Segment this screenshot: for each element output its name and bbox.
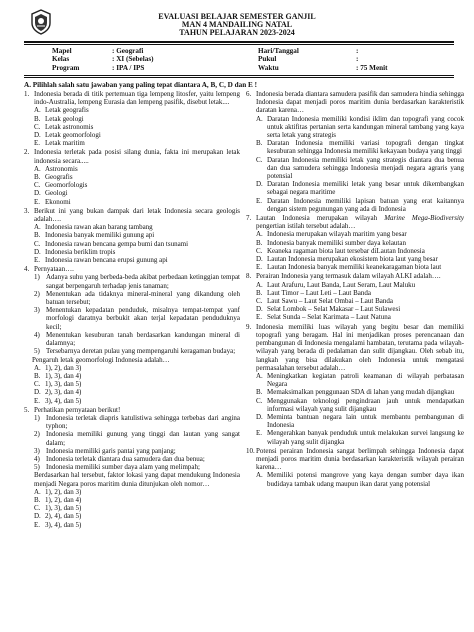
option-letter: E. [34,396,41,405]
option-letter: A. [34,106,41,115]
answer-option [34,223,240,231]
statement-item [34,273,240,289]
option-text: Astronomis [45,164,78,173]
option-text: Indonesia rawan bencana gempa bumi dan tsunami [45,239,189,248]
question-text: Indonesia berada diantara samudera pasifik dan samudera hindia sehingga Indonesia dapat menjadi poros maritim dunia berdasarkan karakteristik daratan karena… [256,90,464,115]
question-number: 10. [246,446,255,455]
option-letter: B. [34,231,41,240]
info-value: : [356,55,359,64]
header-divider-thin [24,44,454,45]
option-text: 1), 3), dan 5) [45,380,82,389]
statement-text: Indonesia terletak diapris katulistiwa sehingga terbebas dari angina typhon; [46,413,240,431]
option-text: Daratan Indonesia memiliki variasi topografi dengan tingkat kesuburan sehingga Indonesia memiliki kekayaan budaya yang tinggi [267,139,464,156]
option-letter: C. [256,155,263,164]
question-6 [246,90,464,213]
exam-info-right [258,47,388,72]
option-letter: D. [34,189,41,198]
option-text: Letak astronomis [45,122,94,131]
options [256,471,464,487]
question-number: 4. [24,265,30,274]
question-text: Indonesia memiliki luas wilayah yang begitu besar dan memiliki topografi yang beragam. Hal ini menjadikan proses perencanaan dan pembangunan di Indonesia mengalami hambatan, terutama pada wilayah-wilayah yang berada di pedalaman dan sulit dijangkau. Oleh sebab itu, langkah yang bisa dilakukan oleh Indonesia untuk mengatasi permasalahan tersebut adalah… [256,322,464,372]
info-label: Program [52,63,80,72]
answer-option [256,397,464,413]
question-text: Perhatikan pernyataan berikut! [34,405,121,414]
option-text: Ekonomi [45,197,71,206]
option-text: Lautan Indonesia banyak memiliki keanekaragaman biota laut [267,263,442,272]
option-letter: A. [34,164,41,173]
option-letter: B. [256,139,263,148]
option-letter: C. [34,239,41,248]
question-7 [246,214,464,271]
question-2 [24,148,240,205]
answer-option [34,256,240,264]
statement-number: 2) [34,430,40,439]
answer-option [256,197,464,213]
statement-text: Indonesia memiliki garis pantai yang panjang; [46,446,176,455]
option-text: Memaksimalkan penggunaan SDA di lahan yang mudah dijangkau [267,388,455,397]
answer-option [256,247,464,255]
option-text: Letak geomorfologi [45,131,101,140]
answer-option [34,131,240,139]
option-letter: C. [34,380,41,389]
option-text: 1), 2), dan 3) [45,487,82,496]
option-text: 1), 3), dan 4) [45,371,82,380]
option-letter: D. [34,247,41,256]
option-text: Meningkatkan kegiatan patroli keamanan di wilayah perbatasan Negara [267,371,464,389]
info-value: : [356,47,359,55]
question-text: Berikut ini yang bukan dampak dari letak Indonesia secara geologis adalah…. [34,206,240,224]
option-text: 2), 3), dan 4) [45,388,82,397]
option-letter: D. [34,388,41,397]
option-letter: B. [256,388,263,397]
option-text: Laut Timor – Laut Leti – Laut Banda [267,288,372,297]
option-text: Geologi [45,189,68,198]
question-text: Perairan Indonesia yang termasuk dalam wilayah ALKI adalah…. [256,272,441,281]
statement-item [34,430,240,446]
question-text-part: pengertian istilah tersebut adalah… [256,222,356,231]
statement-text: Indonesia memiliki sumber daya alam yang melimpah; [46,463,200,472]
info-label: Hari/Tanggal [258,47,299,55]
answer-option [34,397,240,405]
option-letter: C. [256,246,263,255]
question-tail: Berdasarkan hal tersebut, faktor lokasi yang dapat mendukung Indonesia menjadi Negara poros maritim dunia ditunjukan oleh nomor… [34,471,240,488]
answer-option [256,388,464,396]
question-text: Indonesia terletak pada posisi silang dunia, fakta ini merupakan letak indonesia secara..... [34,148,240,165]
option-letter: D. [256,305,263,314]
question-number: 6. [246,90,252,98]
option-text: Indonesia rawan akan barang tambang [45,223,153,232]
option-text: Letak maritim [45,139,85,148]
option-letter: C. [34,122,41,131]
option-letter: B. [34,495,41,504]
option-text: 1), 3), dan 5) [45,504,82,513]
option-letter: A. [34,487,41,496]
question-text: Indonesia berada di titik pertemuan tiga lempeng litosfer, yaitu lempeng indo-Australia, lempeng Eurasia dan lempeng pasifik, disebut letak.... [34,90,240,107]
option-letter: D. [34,512,41,521]
section-instruction: A. Pilihlah salah satu jawaban yang paling tepat diantara A, B, C, D dan E ! [24,81,258,89]
options [34,364,240,405]
answer-option [256,313,464,321]
answer-option [34,123,240,131]
option-text: Indonesia rawan bencana erupsi gunung api [45,256,168,265]
statement-item [34,290,240,306]
answer-option [256,372,464,388]
question-number: 8. [246,272,252,281]
statement-text: Menentukan kesuburan tanah berdasarkan kandungan mineral di dalamnya; [46,330,240,348]
option-letter: C. [34,504,41,513]
options [256,230,464,271]
option-letter: A. [256,280,263,289]
option-letter: D. [256,255,263,264]
question-number: 9. [246,322,252,331]
answer-option [256,429,464,445]
statement-item [34,414,240,430]
option-letter: A. [256,471,263,480]
answer-option [256,230,464,238]
option-text: Daratan Indonesia memiliki kondisi iklim dan topografi yang cocok untuk aktifitas pertanian serta kandungan mineral tambang yang kaya serta letak yang strategis [267,114,464,140]
info-value: : 75 Menit [356,63,388,72]
answer-option [34,198,240,206]
option-letter: E. [34,139,41,148]
statement-text: Indonesia terletak diantara dua samudera dan dua benua; [46,454,205,463]
answer-option [34,106,240,114]
answer-option [256,471,464,487]
answer-option [34,173,240,181]
question-column-right [246,90,464,489]
info-divider [24,75,454,76]
answer-option [256,139,464,155]
option-text: Selat Lombok – Selat Makasar – Laut Sulawesi [267,305,401,314]
header-school: MAN 4 MANDAILING NATAL [181,20,293,29]
statement-item [34,455,240,463]
answer-option [256,289,464,297]
question-number: 3. [24,206,30,215]
option-text: Geografis [45,173,73,182]
statement-text: Tersebarnya deretan pulau yang mempengaruhi keragaman budaya; [46,347,236,356]
option-text: Daratan Indonesia memiliki letak yang besar untuk dikembangkan sebagai negara maritime [267,180,464,197]
option-letter: E. [34,256,41,265]
question-number: 1. [24,90,30,98]
statement-item [34,331,240,347]
question-text-part: Lautan Indonesia merupakan wilayah [256,214,385,223]
option-letter: C. [34,181,41,190]
options [256,372,464,446]
statement-number: 3) [34,306,40,315]
answer-option [34,231,240,239]
option-text: Indonesia banyak memiliki sumber daya kelautan [267,238,406,247]
answer-option [256,115,464,140]
answer-option [256,239,464,247]
option-text: Laut Arafuru, Laut Banda, Laut Seram, Laut Maluku [267,280,416,289]
answer-option [34,521,240,529]
answer-option [34,388,240,396]
statement-number: 4) [34,454,40,463]
answer-option [34,248,240,256]
option-letter: A. [34,223,41,232]
statement-text: Menentukan kepadatan penduduk, misalnya tempat-tempat yanf morfologi daratnya berbukit akan terjal kepadatan penduduknya kecil; [46,306,240,331]
option-letter: B. [34,173,41,182]
option-letter: E. [256,313,263,322]
question-5 [24,406,240,529]
option-letter: E. [256,429,263,438]
info-value: : Geografi [112,47,144,55]
option-letter: A. [256,371,263,380]
option-letter: B. [256,288,263,297]
options [34,223,240,264]
question-1 [24,90,240,147]
question-number: 2. [24,148,30,157]
options [34,106,240,147]
statement-number: 5) [34,463,40,472]
answer-option [34,139,240,147]
option-text: Laut Sawu – Laut Selat Ombai – Laut Banda [267,297,393,306]
answer-option [34,364,240,372]
info-label: Mapel [52,47,72,55]
option-text: Indonesia merupakan wilayah maritim yang besar [267,230,407,239]
info-label: Waktu [258,63,279,72]
options [256,115,464,213]
statement-number: 3) [34,446,40,455]
option-text: 3), 4), dan 5) [45,520,82,529]
question-text: Pernyataan…. [34,265,74,274]
statement-number: 1) [34,413,40,422]
question-text [256,214,464,230]
question-text-term: Marine Mega-Biodiversity [384,214,464,223]
answer-option [34,496,240,504]
option-letter: A. [256,230,263,239]
option-text: 2), 4), dan 5) [45,512,82,521]
option-letter: A. [34,363,41,372]
answer-option [256,305,464,313]
statement-number: 4) [34,330,40,339]
option-text: Keaneka ragaman biota laut tersebar diLautan Indonesia [267,246,425,255]
option-text: Indonesia banyak memiliki gunung api [45,231,155,240]
answer-option [256,255,464,263]
question-10 [246,447,464,488]
option-letter: D. [34,131,41,140]
question-column-left [24,90,240,530]
option-letter: C. [256,396,263,405]
statement-item [34,347,240,355]
answer-option [256,156,464,181]
options [34,165,240,206]
question-8 [246,272,464,321]
header-year: TAHUN PELAJARAN 2023-2024 [179,28,295,37]
option-letter: D. [256,180,263,189]
option-letter: B. [34,371,41,380]
statement-text: Adanya suhu yang berbeda-beda akibat perbedaan ketinggian tempat sangat berpengaruh terhadap jenis tanaman; [46,273,240,290]
statement-list [34,414,240,471]
option-text: Daratan Indonesia memiliki letak yang strategis diantara dua benua dan dua samudera sehingga Indonesia menjadi negara agraris yang potensial [267,155,464,181]
statement-list [34,273,240,355]
answer-option [256,263,464,271]
question-tail: Pengaruh letak geomorfologi Indonesia adalah… [32,355,170,364]
statement-item [34,447,240,455]
info-value: : IPA / IPS [112,63,145,72]
answer-option [34,504,240,512]
option-text: Daratan Indonesia memiliki lapisan batuan yang erat kaitannya dengan sistem pegunungan yang ada di Indonesia [267,196,464,213]
answer-option [34,512,240,520]
option-text: 1), 2), dan 3) [45,363,82,372]
option-text: Lautan Indonesia merupakan ekosistem biota laut yang besar [267,255,438,264]
info-divider-thin [24,77,454,78]
answer-option [256,180,464,196]
statement-item [34,306,240,331]
option-letter: E. [34,520,41,529]
option-letter: B. [34,114,41,123]
option-text: Menggunakan teknologi pengindraan jauh untuk mendapatkan informasi wilayah yang sulit dijangkau [267,396,464,413]
option-letter: E. [256,263,263,272]
option-text: Mengerahkan banyak penduduk untuk melakukan survei langsung ke wilayah yang sulit dijangka [267,429,464,446]
options [256,281,464,322]
option-text: Geomorfologis [45,181,88,190]
option-letter: E. [256,196,263,205]
answer-option [34,380,240,388]
answer-option [34,181,240,189]
answer-option [34,488,240,496]
option-letter: C. [256,297,263,306]
answer-option [34,240,240,248]
option-text: 3), 4), dan 5) [45,396,82,405]
question-9 [246,323,464,446]
statement-text: Menentukan ada tidaknya mineral-mineral yang dikandung oleh batuan tersebut; [46,289,240,307]
statement-number: 5) [34,347,40,356]
option-text: Memiliki potensi mangrove yang kaya dengan sumber daya ikan budidaya tambak udang maupun ikan darat yang potensial [267,471,464,488]
question-text: Potensi perairan Indonesia sangat berlimpah sehingga Indonesia dapat menjadi poros maritim dunia berdasarkan karakteristik wilayah perairan karena… [256,446,464,472]
info-value: : XI (Sebelas) [112,55,154,64]
statement-text: Indonesia memiliki gunung yang tinggi dan lautan yang sangat dalam; [46,430,240,447]
option-letter: D. [256,412,263,421]
options [34,488,240,529]
option-letter: E. [34,197,41,206]
answer-option [34,189,240,197]
question-number: 7. [246,214,252,223]
statement-number: 2) [34,289,40,298]
question-4 [24,265,240,404]
option-text: Letak geologi [45,114,84,123]
option-text: 1), 2), dan 4) [45,495,82,504]
question-3 [24,207,240,264]
answer-option [34,165,240,173]
option-text: Indonesia beriklim tropis [45,247,116,256]
statement-item [34,463,240,471]
info-label: Kelas [52,55,70,64]
exam-info-left [52,47,154,72]
answer-option [256,413,464,429]
option-text: Letak geografis [45,106,89,115]
option-letter: A. [256,114,263,123]
header-title: EVALUASI BELAJAR SEMESTER GANJIL [158,12,316,21]
option-text: Selat Sunda – Selat Karimata – Laut Natuna [267,313,391,322]
answer-option [256,281,464,289]
answer-option [34,372,240,380]
option-letter: B. [256,238,263,247]
statement-number: 1) [34,273,40,282]
info-label: Pukul [258,55,277,64]
header-divider [24,41,454,43]
option-text: Meminta bantuan negara lain untuk membantu pembangunan di Indonesia [267,412,464,430]
answer-option [256,297,464,305]
answer-option [34,115,240,123]
question-number: 5. [24,405,30,414]
